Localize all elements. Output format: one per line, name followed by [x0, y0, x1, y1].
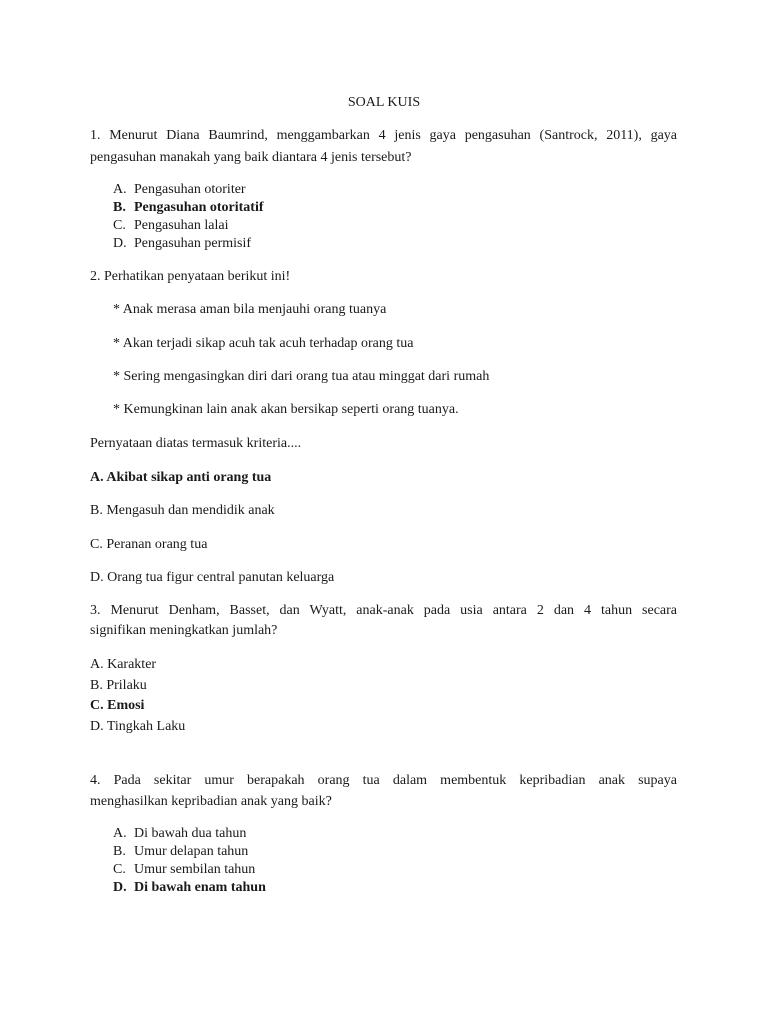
q4-option-c-letter: C.: [113, 862, 126, 877]
q1-option-c: [113, 217, 228, 235]
q3-option-d: D. Tingkah Laku: [90, 719, 186, 734]
q2-question: Pernyataan diatas termasuk kriteria....: [90, 436, 302, 451]
q4-stem-line-1: 4. Pada sekitar umur berapakah orang tua dalam membentuk kepribadian anak supaya: [90, 773, 677, 788]
q2-option-c: C. Peranan orang tua: [90, 537, 208, 552]
q4-option-b-letter: B.: [113, 844, 126, 859]
q1-option-b-text: Pengasuhan otoritatif: [134, 200, 264, 215]
q4-option-d-letter: D.: [113, 880, 127, 895]
q2-stem: 2. Perhatikan penyataan berikut ini!: [90, 269, 291, 284]
q1-option-d-letter: D.: [113, 236, 127, 251]
q3-stem-line-2: signifikan meningkatkan jumlah?: [90, 623, 278, 638]
q4-option-b-text: Umur delapan tahun: [134, 844, 249, 859]
q3-stem-line-1: 3. Menurut Denham, Basset, dan Wyatt, anak-anak pada usia antara 2 dan 4 tahun secara: [90, 603, 677, 618]
q4-stem-line-2: menghasilkan kepribadian anak yang baik?: [90, 794, 332, 809]
page-title: SOAL KUIS: [347, 95, 421, 110]
q4-option-a: [113, 825, 246, 843]
q4-option-a-text: Di bawah dua tahun: [134, 826, 247, 841]
q1-option-c-letter: C.: [113, 218, 126, 233]
q1-stem-line-2: pengasuhan manakah yang baik diantara 4 jenis tersebut?: [90, 150, 412, 165]
q1-stem-line-1: 1. Menurut Diana Baumrind, menggambarkan 4 jenis gaya pengasuhan (Santrock, 2011), gaya: [90, 128, 677, 143]
q2-statement-3: * Sering mengasingkan diri dari orang tua atau minggat dari rumah: [113, 369, 490, 384]
q2-option-d: D. Orang tua figur central panutan keluarga: [90, 570, 335, 585]
q2-statement-4: * Kemungkinan lain anak akan bersikap seperti orang tuanya.: [113, 402, 459, 417]
q2-option-a-answer: A. Akibat sikap anti orang tua: [90, 470, 272, 485]
q4-option-a-letter: A.: [113, 826, 127, 841]
q4-option-c: [113, 861, 255, 879]
q2-option-b: B. Mengasuh dan mendidik anak: [90, 503, 275, 518]
q2-statement-1: * Anak merasa aman bila menjauhi orang tuanya: [113, 302, 387, 317]
q1-option-a-letter: A.: [113, 182, 127, 197]
q1-option-c-text: Pengasuhan lalai: [134, 218, 229, 233]
q1-option-b-answer: [113, 199, 264, 217]
q4-option-b: [113, 843, 248, 861]
q2-statement-2: * Akan terjadi sikap acuh tak acuh terhadap orang tua: [113, 336, 414, 351]
q4-option-c-text: Umur sembilan tahun: [134, 862, 256, 877]
q1-option-d-text: Pengasuhan permisif: [134, 236, 252, 251]
q1-option-a: [113, 181, 246, 199]
q4-option-d-answer: [113, 879, 266, 897]
q3-option-c-answer: C. Emosi: [90, 698, 145, 713]
q1-option-a-text: Pengasuhan otoriter: [134, 182, 246, 197]
q3-option-b: B. Prilaku: [90, 678, 147, 693]
q1-option-b-letter: B.: [113, 200, 126, 215]
q4-option-d-text: Di bawah enam tahun: [134, 880, 266, 895]
q3-option-a: A. Karakter: [90, 657, 157, 672]
q1-option-d: [113, 235, 251, 253]
